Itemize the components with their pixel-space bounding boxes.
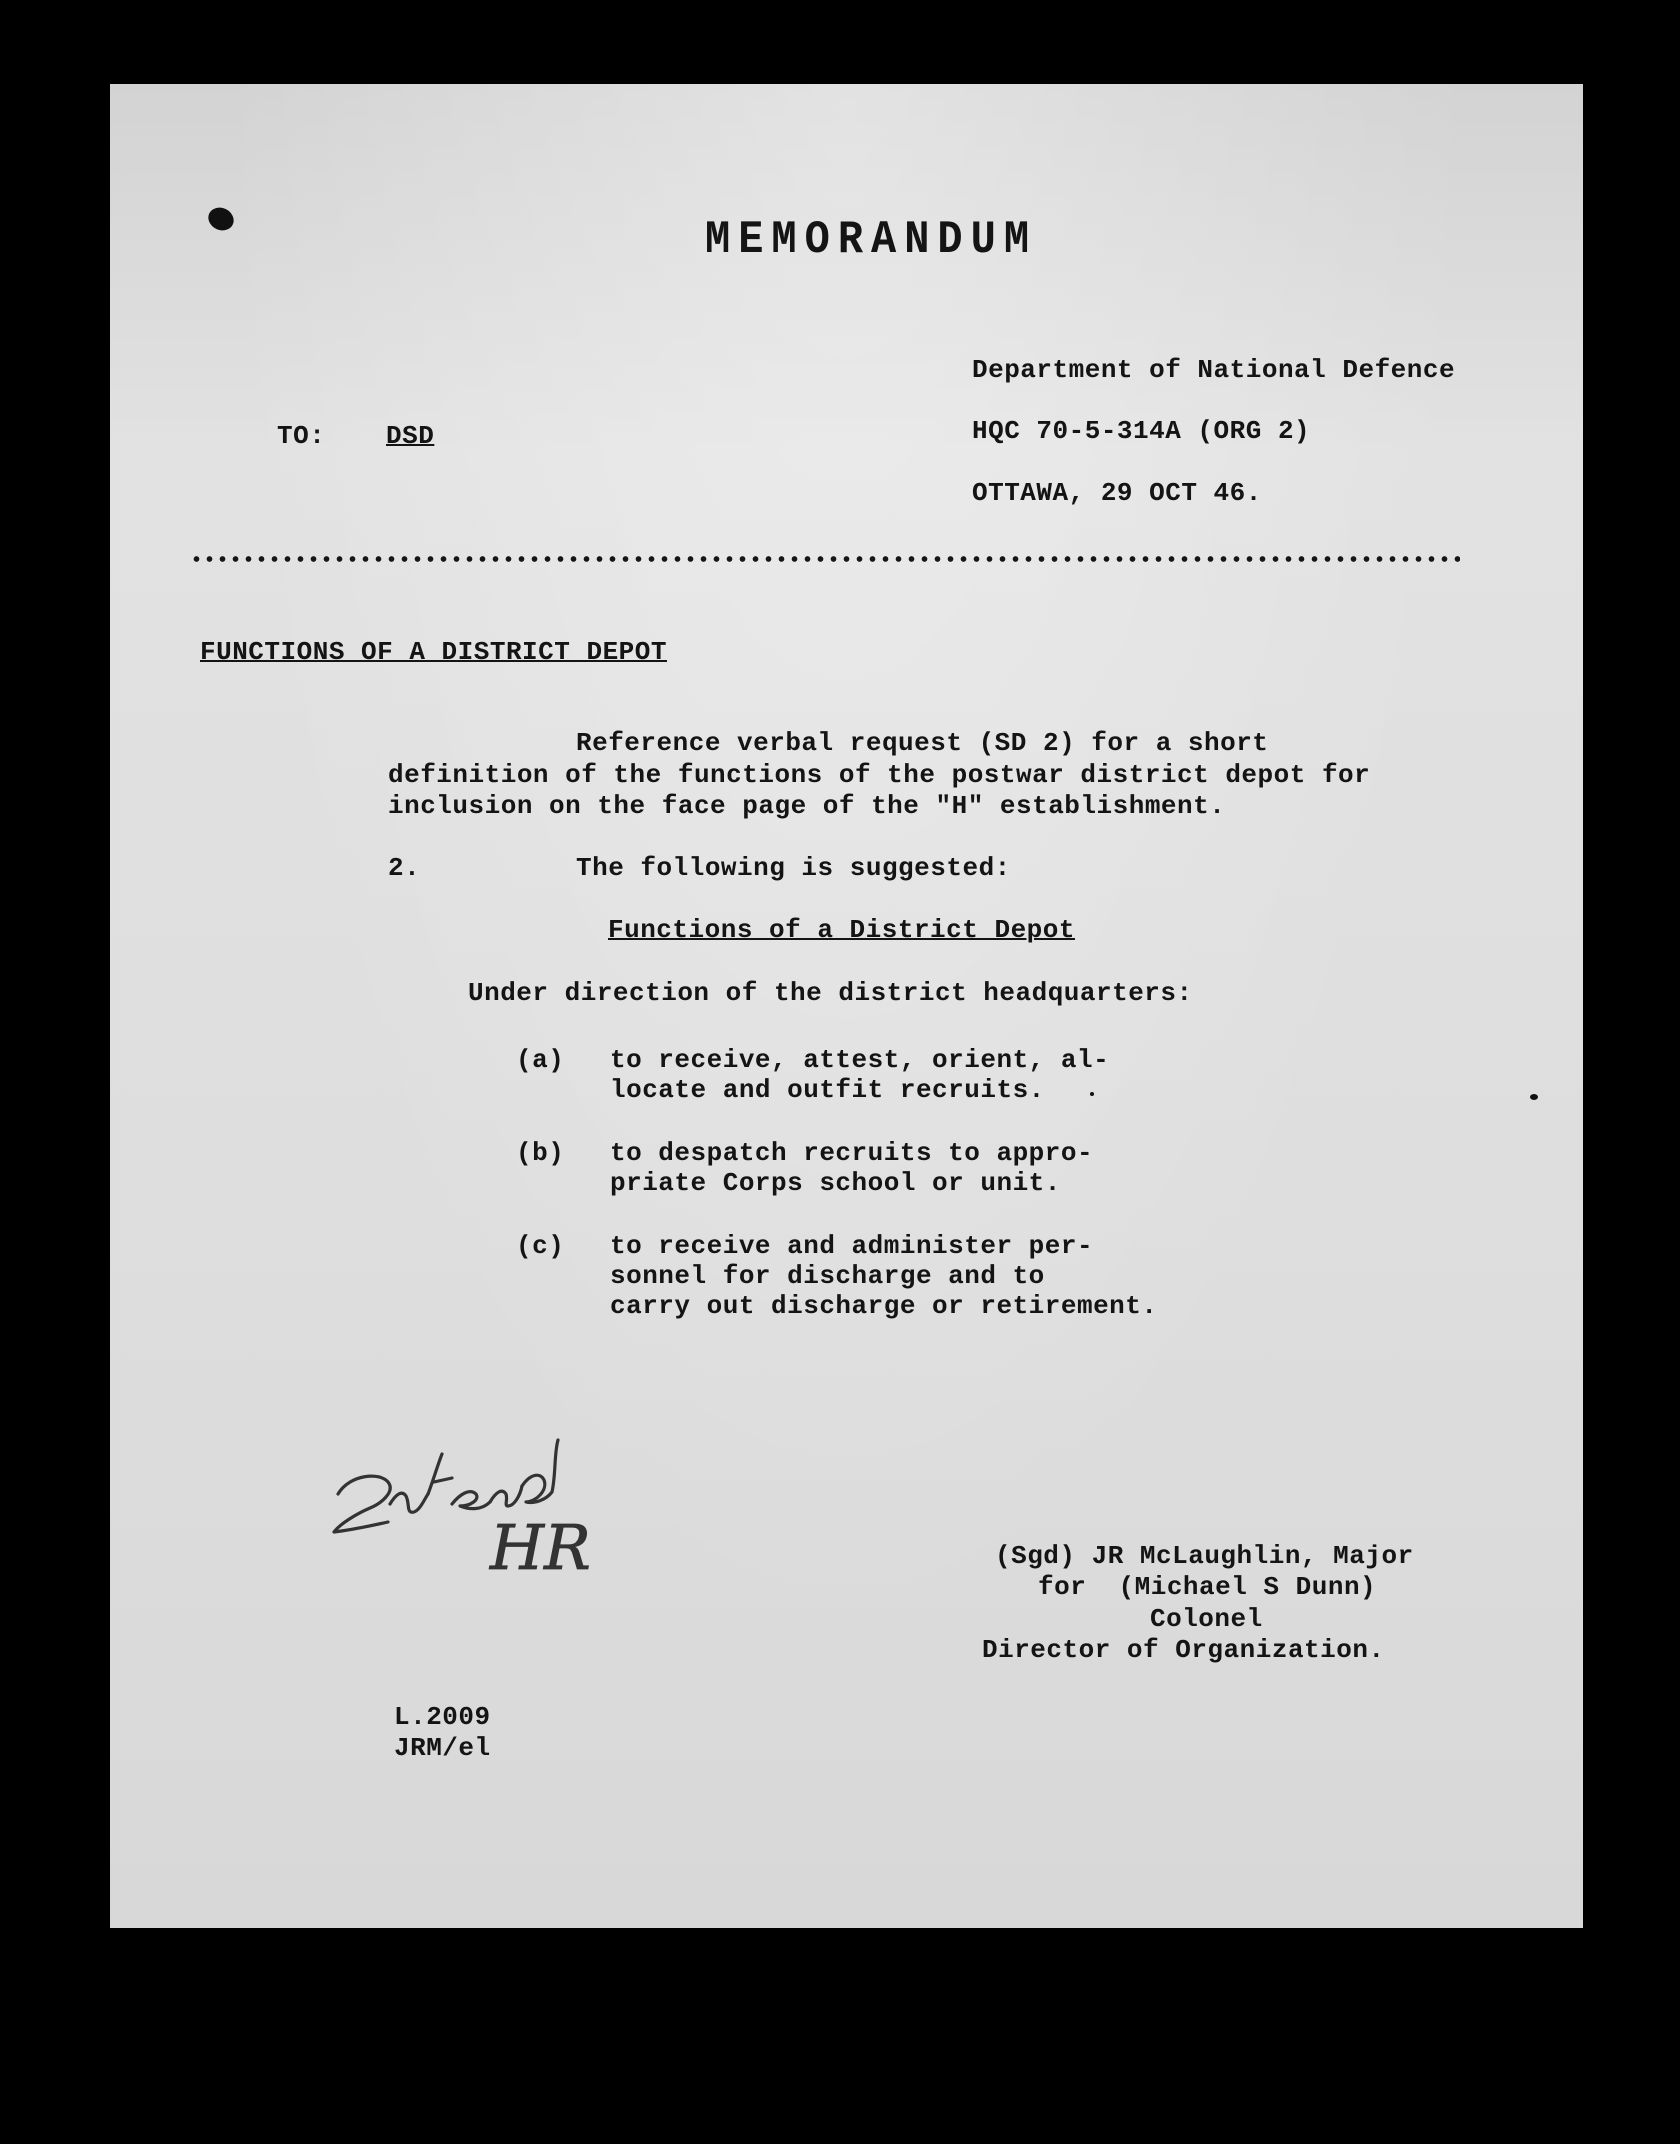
place-date: OTTAWA, 29 OCT 46. — [972, 478, 1262, 508]
item-c-line1: to receive and administer per- — [610, 1231, 1094, 1261]
item-a-line1: to receive, attest, orient, al- — [610, 1045, 1110, 1075]
item-a-line2: locate and outfit recruits. — [610, 1075, 1045, 1105]
signature-line2: for (Michael S Dunn) — [1038, 1572, 1377, 1602]
item-c-line3: carry out discharge or retirement. — [610, 1291, 1158, 1321]
signature-line4: Director of Organization. — [982, 1635, 1385, 1665]
ink-dot — [1090, 1092, 1094, 1096]
dotted-separator — [190, 554, 1460, 564]
ink-smudge — [205, 204, 238, 235]
item-b-line2: priate Corps school or unit. — [610, 1168, 1061, 1198]
item-c-label: (c) — [516, 1231, 565, 1261]
subject-heading: FUNCTIONS OF A DISTRICT DEPOT — [200, 637, 667, 667]
to-recipient: DSD — [386, 421, 435, 451]
direction-line: Under direction of the district headquarters: — [468, 978, 1193, 1008]
memo-page — [110, 84, 1583, 1928]
para1-line3: inclusion on the face page of the "H" establishment. — [388, 791, 1226, 821]
para2-number: 2. — [388, 853, 421, 883]
item-b-line1: to despatch recruits to appro- — [610, 1138, 1094, 1168]
handwritten-entered-mark — [310, 1354, 640, 1614]
para2-text: The following is suggested: — [576, 853, 1011, 883]
file-reference: HQC 70-5-314A (ORG 2) — [972, 416, 1311, 446]
item-b-label: (b) — [516, 1138, 565, 1168]
memo-title: MEMORANDUM — [705, 213, 1038, 267]
para1-line2: definition of the functions of the postwar district depot for — [388, 760, 1371, 790]
handwritten-initials: HR — [490, 1511, 591, 1584]
signature-line1: (Sgd) JR McLaughlin, Major — [995, 1541, 1414, 1571]
signature-line3: Colonel — [1150, 1604, 1263, 1634]
sub-heading: Functions of a District Depot — [608, 915, 1075, 945]
ref-code-file: L.2009 — [394, 1702, 491, 1732]
item-a-label: (a) — [516, 1045, 565, 1075]
ref-code-typist: JRM/el — [394, 1733, 491, 1763]
para1-line1: Reference verbal request (SD 2) for a short — [576, 728, 1269, 758]
ink-dot — [1530, 1094, 1538, 1100]
to-label: TO: — [277, 421, 326, 451]
item-c-line2: sonnel for discharge and to — [610, 1261, 1045, 1291]
department-name: Department of National Defence — [972, 355, 1456, 385]
